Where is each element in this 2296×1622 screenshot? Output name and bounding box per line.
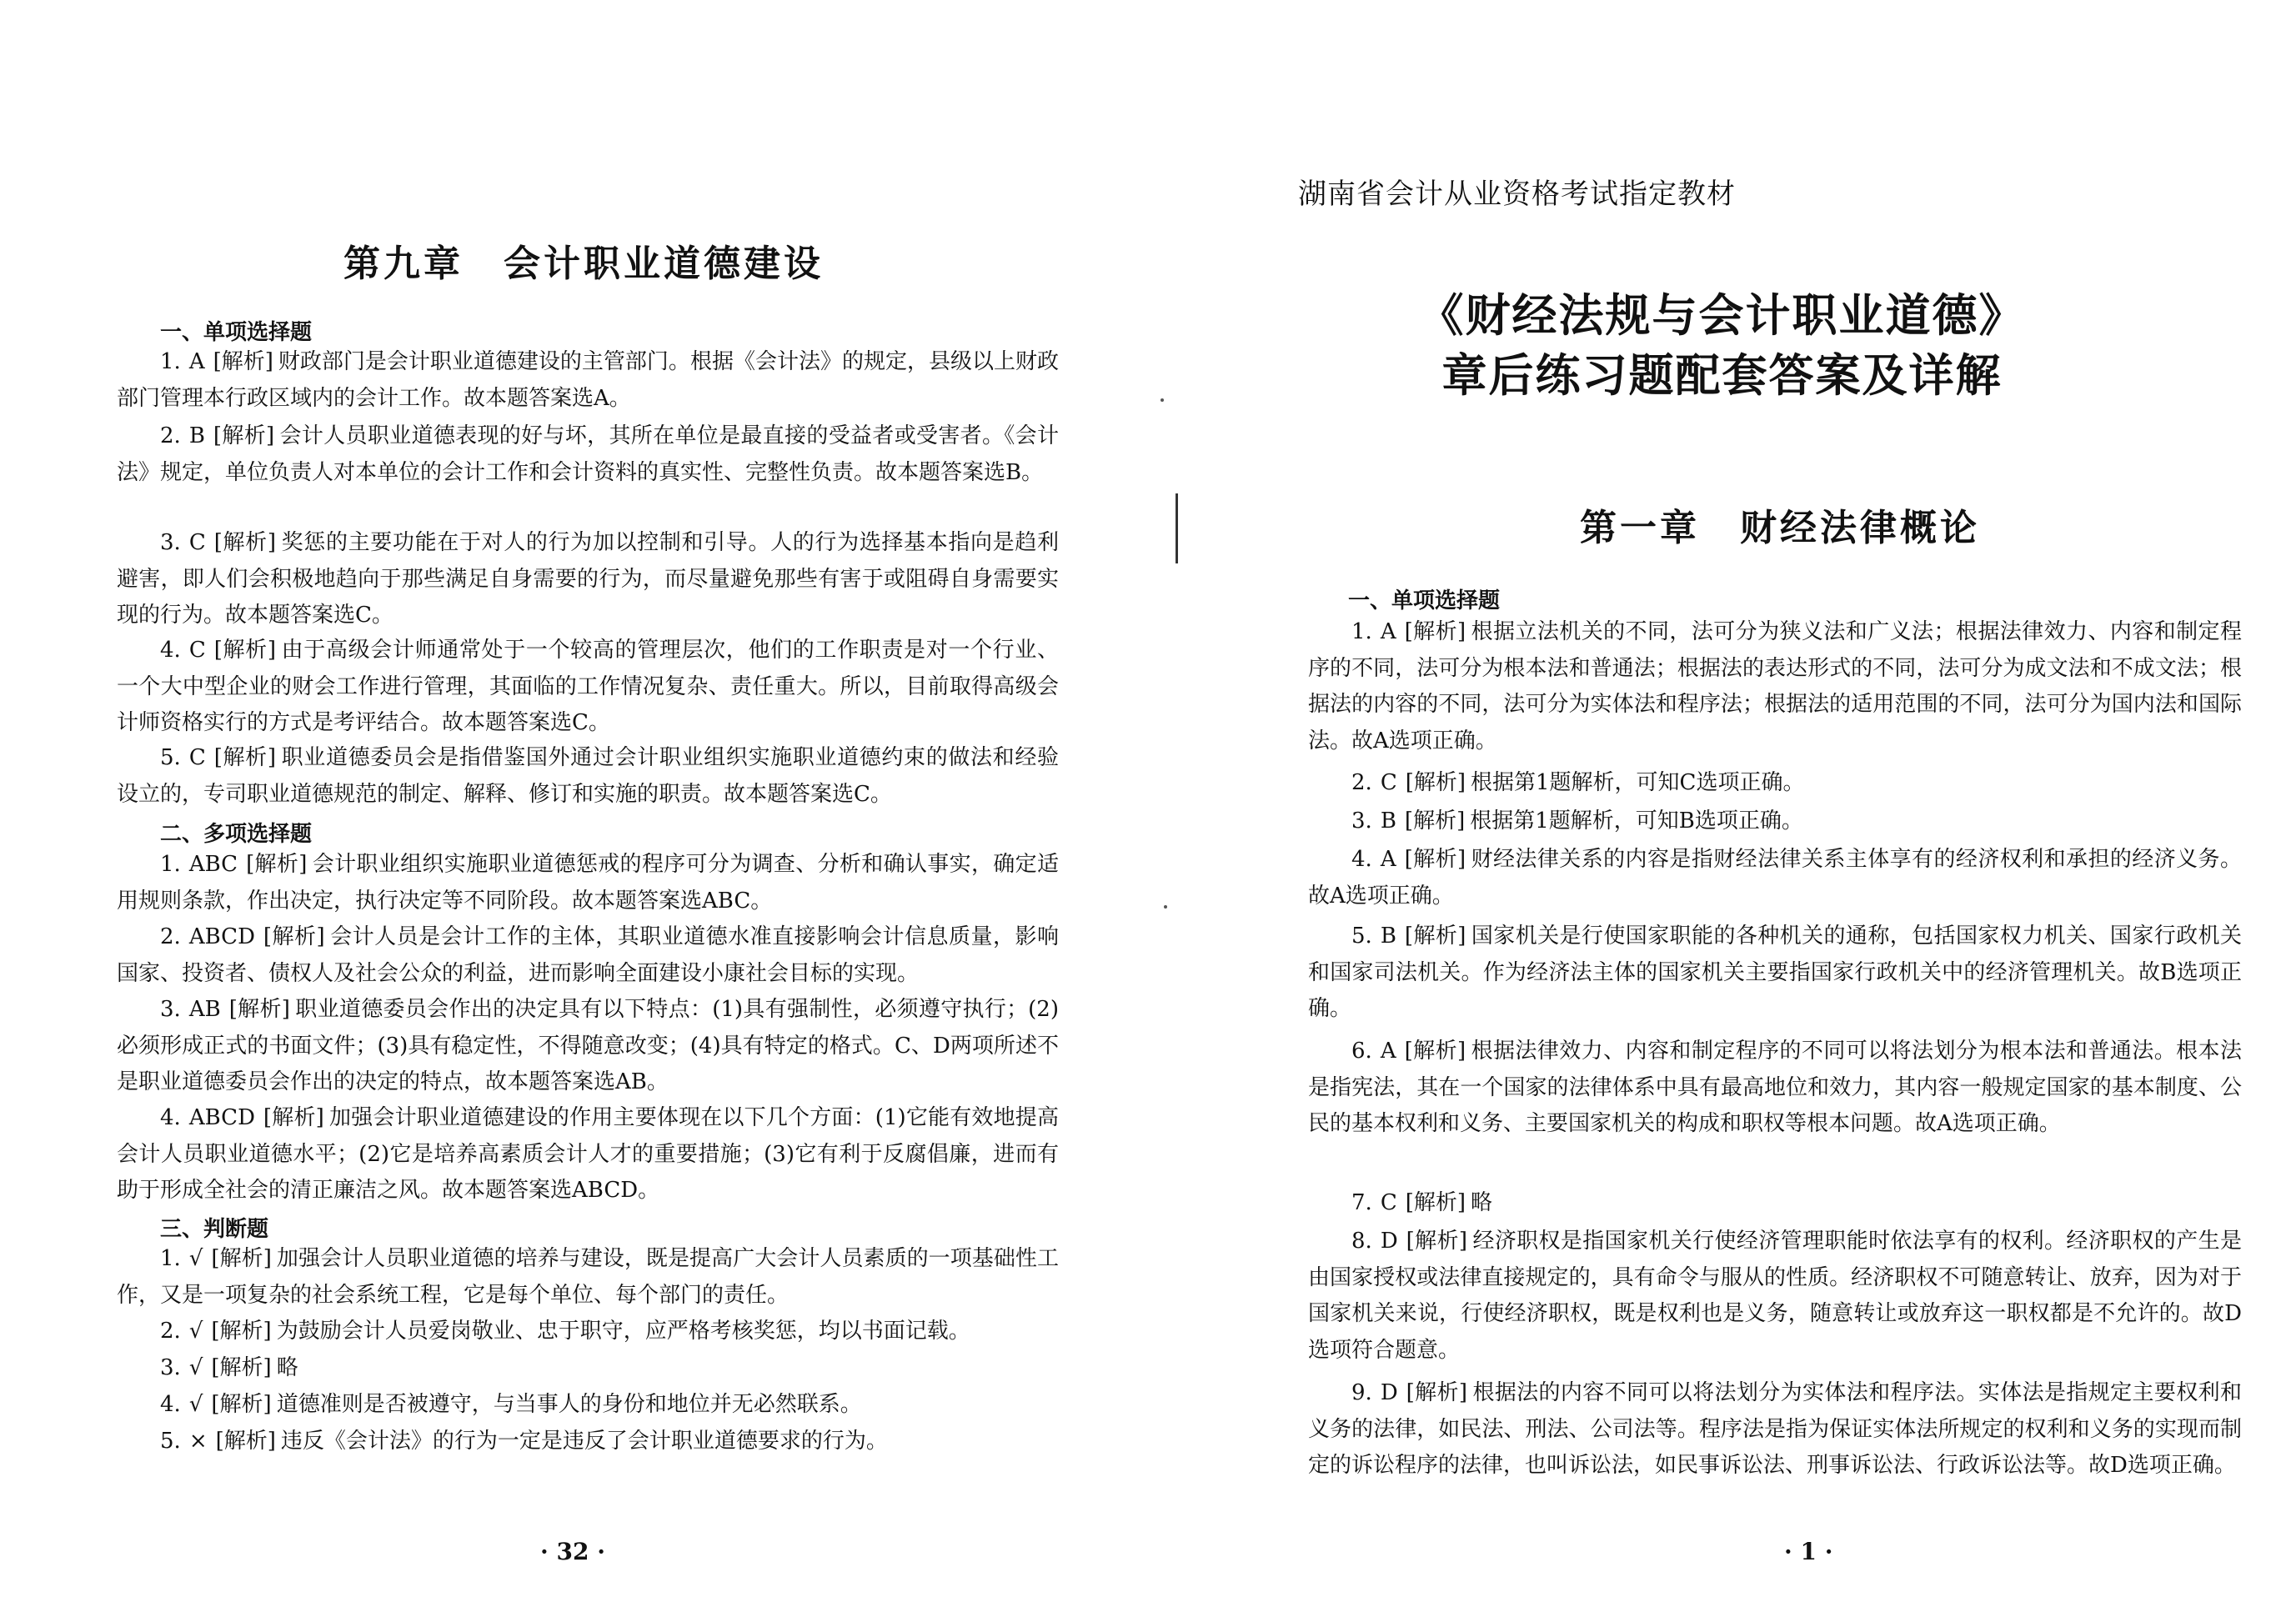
answer-number: 2. (160, 924, 181, 949)
answer-item (117, 847, 1059, 919)
answer-choice: √ (188, 1319, 203, 1344)
section-heading: 三、判断题 (160, 1217, 269, 1242)
section-heading: 一、单项选择题 (160, 320, 313, 345)
answer-item (117, 525, 1059, 634)
answer-choice: D (1380, 1380, 1398, 1405)
analysis-tag: [解析] (213, 530, 276, 555)
answer-number: 2. (160, 1319, 181, 1344)
analysis-text: 根据第1题解析，可知C选项正确。 (1471, 770, 1805, 795)
analysis-tag: [解析] (213, 423, 275, 448)
answer-choice: √ (188, 1355, 203, 1380)
analysis-text: 为鼓励会计人员爱岗敬业、忠于职守，应严格考核奖惩，均以书面记载。 (276, 1319, 970, 1344)
answer-number: 4. (1351, 847, 1372, 872)
analysis-tag: [解析] (211, 1355, 272, 1380)
answer-item (117, 633, 1059, 742)
analysis-tag: [解析] (1404, 808, 1466, 834)
analysis-tag: [解析] (213, 745, 276, 770)
analysis-tag: [解析] (213, 349, 273, 374)
analysis-text: 由于高级会计师通常处于一个较高的管理层次，他们的工作职责是对一个行业、一个大中型企业的财会工作进行管理，其面临的工作情况复杂、责任重大。所以，目前取得高级会计师资格实行的方式是考评结合。故本题答案选C。 (117, 638, 1059, 735)
analysis-tag: [解析] (1406, 1229, 1468, 1254)
analysis-tag: [解析] (1404, 619, 1466, 644)
answer-choice: A (188, 349, 205, 374)
answer-choice: AB (188, 997, 221, 1022)
answer-item (1308, 803, 2242, 840)
answer-number: 3. (160, 1355, 181, 1380)
section-heading: 一、单项选择题 (1348, 588, 1501, 613)
answer-number: 3. (160, 530, 181, 555)
answer-number: 9. (1351, 1380, 1372, 1405)
analysis-text: 根据法的内容不同可以将法划分为实体法和程序法。实体法是指规定主要权利和义务的法律，如民法、刑法、公司法等。程序法是指为保证实体法所规定的权利和义务的实现而制定的诉讼程序的法律，也叫诉讼法，如民事诉讼法、刑事诉讼法、行政诉讼法等。故D选项正确。 (1308, 1380, 2242, 1478)
answer-number: 2. (1351, 770, 1372, 795)
answer-choice: A (1380, 619, 1396, 644)
answer-choice: B (188, 423, 205, 448)
answer-choice: C (188, 745, 206, 770)
answer-item (117, 1314, 1059, 1350)
answer-item (1308, 842, 2242, 914)
answer-number: 6. (1351, 1039, 1372, 1064)
analysis-text: 加强会计人员职业道德的培养与建设，既是提高广大会计人员素质的一项基础性工作，又是一项复杂的社会系统工程，它是每个单位、每个部门的责任。 (117, 1246, 1059, 1308)
answer-choice: A (1380, 847, 1396, 872)
analysis-tag: [解析] (211, 1392, 272, 1417)
analysis-text: 职业道德委员会是指借鉴国外通过会计职业组织实施职业道德约束的做法和经验设立的，专司职业道德规范的制定、解释、修订和实施的职责。故本题答案选C。 (117, 745, 1059, 807)
analysis-tag: [解析] (246, 852, 308, 877)
analysis-tag: [解析] (1404, 847, 1466, 872)
analysis-text: 职业道德委员会作出的决定具有以下特点：(1)具有强制性，必须遵守执行；(2)必须形成正式的书面文件；(3)具有稳定性，不得随意改变；(4)具有特定的格式。C、D两项所述不是职业道德委员会作出的决定的特点，故本题答案选AB。 (117, 997, 1059, 1094)
answer-choice: B (1380, 808, 1396, 834)
answer-number: 5. (160, 745, 181, 770)
answer-item (117, 740, 1059, 813)
answer-item (117, 418, 1059, 491)
analysis-tag: [解析] (1405, 770, 1466, 795)
answer-choice: √ (188, 1392, 203, 1417)
analysis-text: 会计人员职业道德表现的好与坏，其所在单位是最直接的受益者或受害者。《会计法》规定，单位负责人对本单位的会计工作和会计资料的真实性、完整性负责。故本题答案选B。 (117, 423, 1059, 485)
analysis-text: 根据法律效力、内容和制定程序的不同可以将法划分为根本法和普通法。根本法是指宪法，其在一个国家的法律体系中具有最高地位和效力，其内容一般规定国家的基本制度、公民的基本权利和义务、主要国家机关的构成和职权等根本问题。故A选项正确。 (1308, 1039, 2242, 1136)
answer-item (1308, 1185, 2242, 1222)
right-page (1148, 0, 2296, 1622)
analysis-text: 道德准则是否被遵守，与当事人的身份和地位并无必然联系。 (276, 1392, 862, 1417)
analysis-text: 经济职权是指国家机关行使经济管理职能时依法享有的权利。经济职权的产生是由国家授权或法律直接规定的，具有命令与服从的性质。经济职权不可随意转让、放弃，因为对于国家机关来说，行使经济职权，既是权利也是义务，随意转让或放弃这一职权都是不允许的。故D选项符合题意。 (1308, 1229, 2242, 1363)
analysis-text: 略 (1471, 1190, 1493, 1215)
book-title: 《财经法规与会计职业道德》 (1418, 289, 2026, 342)
analysis-tag: [解析] (1404, 1039, 1466, 1064)
answer-number: 8. (1351, 1229, 1372, 1254)
answer-choice: C (1380, 1190, 1397, 1215)
answer-item (1308, 1034, 2242, 1143)
answer-item (117, 1100, 1059, 1209)
answer-number: 4. (160, 1105, 181, 1130)
answer-item (1308, 1224, 2242, 1369)
analysis-tag: [解析] (1406, 1380, 1468, 1405)
chapter-title: 第一章 财经法律概论 (1580, 507, 1980, 549)
analysis-tag: [解析] (213, 638, 276, 663)
answer-number: 5. (160, 1429, 181, 1454)
analysis-text: 会计职业组织实施职业道德惩戒的程序可分为调查、分析和确认事实，确定适用规则条款，作出决定，执行决定等不同阶段。故本题答案选ABC。 (117, 852, 1059, 914)
analysis-text: 国家机关是行使国家职能的各种机关的通称，包括国家权力机关、国家行政机关和国家司法机关。作为经济法主体的国家机关主要指国家行政机关中的经济管理机关。故B选项正确。 (1308, 924, 2242, 1021)
answer-item (117, 992, 1059, 1101)
answer-choice: ABCD (188, 924, 255, 949)
answer-item (117, 1241, 1059, 1314)
answer-number: 1. (1351, 619, 1372, 644)
series-title: 湖南省会计从业资格考试指定教材 (1298, 178, 1736, 211)
answer-number: 1. (160, 349, 181, 374)
answer-item (117, 919, 1059, 992)
analysis-tag: [解析] (215, 1429, 276, 1454)
answer-number: 7. (1351, 1190, 1372, 1215)
answer-number: 4. (160, 638, 181, 663)
answer-choice: B (1380, 924, 1396, 949)
answer-number: 2. (160, 423, 181, 448)
analysis-text: 加强会计职业道德建设的作用主要体现在以下几个方面：(1)它能有效地提高会计人员职业道德水平；(2)它是培养高素质会计人才的重要措施；(3)它有利于反腐倡廉，进而有助于形成全社会的清正廉洁之风。故本题答案选ABCD。 (117, 1105, 1059, 1203)
analysis-text: 略 (276, 1355, 298, 1380)
answer-number: 1. (160, 1246, 181, 1271)
answer-number: 3. (160, 997, 181, 1022)
answer-choice: √ (188, 1246, 203, 1271)
answer-choice: × (188, 1429, 208, 1454)
answer-item (1308, 919, 2242, 1028)
section-heading: 二、多项选择题 (160, 822, 313, 847)
answer-number: 3. (1351, 808, 1372, 834)
answer-choice: C (188, 530, 206, 555)
answer-choice: C (1380, 770, 1397, 795)
page-number: · 1 · (1784, 1538, 1833, 1565)
analysis-text: 奖惩的主要功能在于对人的行为加以控制和引导。人的行为选择基本指向是趋利避害，即人们会积极地趋向于那些满足自身需要的行为，而尽量避免那些有害于或阻碍自身需要实现的行为。故本题答案选C。 (117, 530, 1059, 628)
answer-number: 4. (160, 1392, 181, 1417)
answer-choice: C (188, 638, 206, 663)
answer-item (117, 344, 1059, 417)
analysis-text: 财经法律关系的内容是指财经法律关系主体享有的经济权利和承担的经济义务。故A选项正确。 (1308, 847, 2242, 909)
answer-choice: A (1380, 1039, 1396, 1064)
page-number: · 32 · (540, 1538, 605, 1565)
answer-number: 5. (1351, 924, 1372, 949)
book-subtitle: 章后练习题配套答案及详解 (1441, 349, 2003, 402)
answer-choice: D (1380, 1229, 1398, 1254)
answer-item (1308, 765, 2242, 802)
answer-item (117, 1350, 1059, 1387)
analysis-text: 会计人员是会计工作的主体，其职业道德水准直接影响会计信息质量，影响国家、投资者、债权人及社会公众的利益，进而影响全面建设小康社会目标的实现。 (117, 924, 1059, 986)
analysis-tag: [解析] (263, 924, 325, 949)
analysis-tag: [解析] (1404, 924, 1466, 949)
analysis-tag: [解析] (1405, 1190, 1466, 1215)
answer-choice: ABCD (188, 1105, 255, 1130)
analysis-text: 违反《会计法》的行为一定是违反了会计职业道德要求的行为。 (280, 1429, 888, 1454)
answer-item (117, 1424, 1059, 1460)
analysis-text: 根据第1题解析，可知B选项正确。 (1470, 808, 1803, 834)
analysis-text: 根据立法机关的不同，法可分为狭义法和广义法；根据法律效力、内容和制定程序的不同，法可分为根本法和普通法；根据法的表达形式的不同，法可分为成文法和不成文法；根据法的内容的不同，法可分为实体法和程序法；根据法的适用范围的不同，法可分为国内法和国际法。故A选项正确。 (1308, 619, 2242, 753)
answer-choice: ABC (188, 852, 238, 877)
analysis-text: 财政部门是会计职业道德建设的主管部门。根据《会计法》的规定，县级以上财政部门管理本行政区域内的会计工作。故本题答案选A。 (117, 349, 1059, 411)
answer-item (1308, 1375, 2242, 1484)
answer-item (1308, 614, 2242, 759)
analysis-tag: [解析] (228, 997, 290, 1022)
analysis-tag: [解析] (263, 1105, 324, 1130)
analysis-tag: [解析] (211, 1319, 272, 1344)
answer-number: 1. (160, 852, 181, 877)
answer-item (117, 1387, 1059, 1424)
analysis-tag: [解析] (211, 1246, 272, 1271)
chapter-title: 第九章 会计职业道德建设 (343, 243, 824, 285)
